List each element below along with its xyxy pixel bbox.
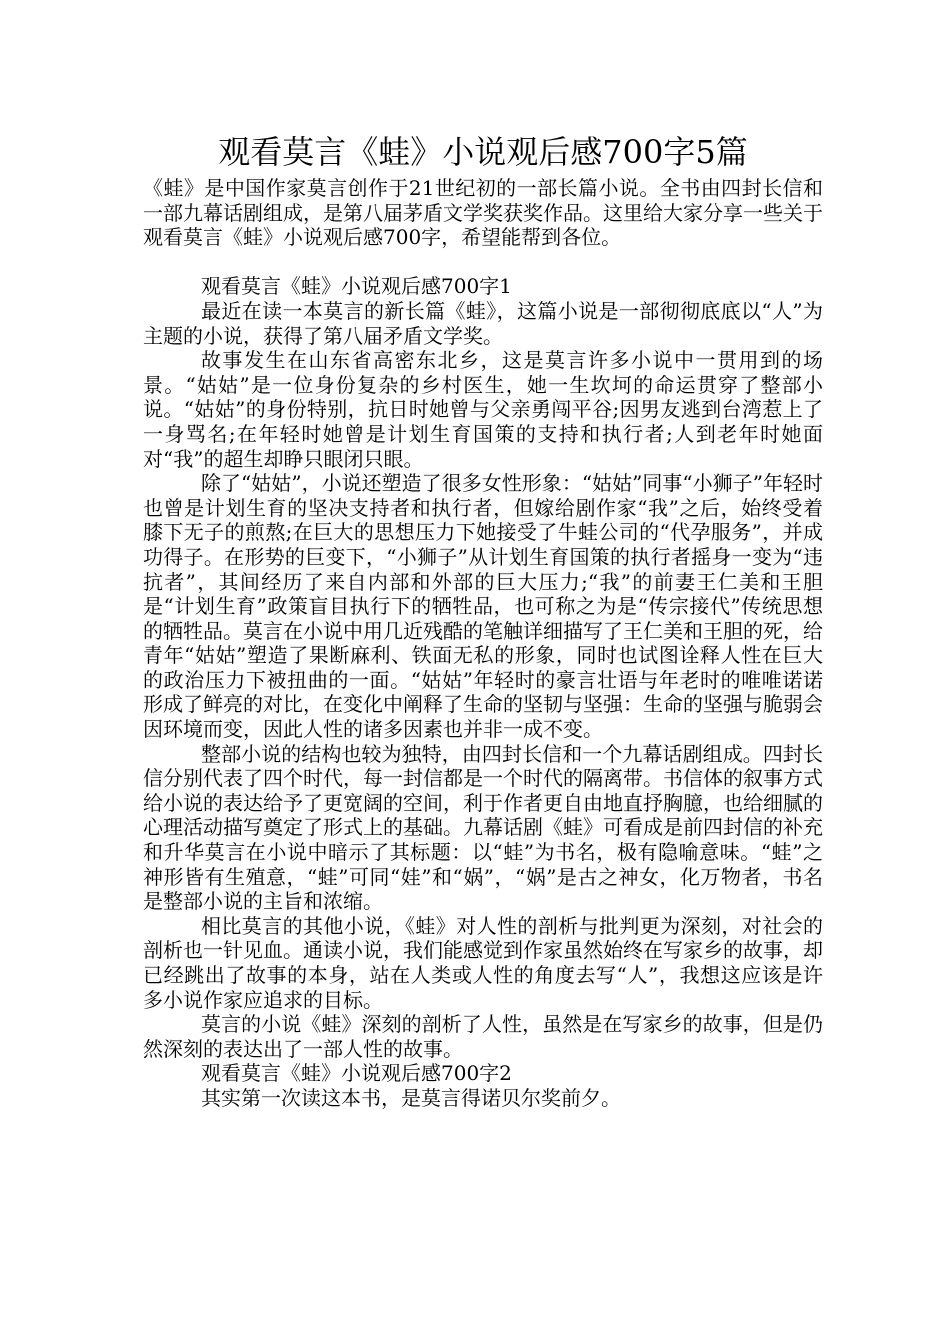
body-paragraph: 最近在读一本莫言的新长篇《蛙》，这篇小说是一部彻彻底底以“人”为主题的小说，获得了第八届矛盾文学奖。 (143, 298, 823, 348)
body-paragraph: 整部小说的结构也较为独特，由四封长信和一个九幕话剧组成。四封长信分别代表了四个时代，每一封信都是一个时代的隔离带。书信体的叙事方式给小说的表达给予了更宽阔的空间，利于作者更自由地直抒胸臆，也给细腻的心理活动描写奠定了形式上的基础。九幕话剧《蛙》可看成是前四封信的补充和升华莫言在小说中暗示了其标题：以“蛙”为书名，极有隐喻意味。“蛙”之神形皆有生殖意，“蛙”可同“娃”和“娲”，“娲”是古之神女，化万物者，书名是整部小说的主旨和浓缩。 (143, 741, 823, 914)
body-paragraph: 除了“姑姑”，小说还塑造了很多女性形象：“姑姑”同事“小狮子”年轻时也曾是计划生育的坚决支持者和执行者，但嫁给剧作家“我”之后，始终受着膝下无子的煎熬;在巨大的思想压力下她接受了牛蛙公司的“代孕服务”，并成功得子。在形势的巨变下，“小狮子”从计划生育国策的执行者摇身一变为“违抗者”，其间经历了来自内部和外部的巨大压力;“我”的前妻王仁美和王胆是“计划生育”政策盲目执行下的牺牲品，也可称之为是“传宗接代”传统思想的牺牲品。莫言在小说中用几近残酷的笔触详细描写了王仁美和王胆的死，给青年“姑姑”塑造了果断麻利、铁面无私的形象，同时也试图诠释人性在巨大的政治压力下被扭曲的一面。“姑姑”年轻时的豪言壮语与年老时的唯唯诺诺形成了鲜亮的对比，在变化中阐释了生命的坚韧与坚强：生命的坚强与脆弱会因环境而变，因此人性的诸多因素也并非一成不变。 (143, 471, 823, 742)
body-paragraph: 莫言的小说《蛙》深刻的剖析了人性，虽然是在写家乡的故事，但是仍然深刻的表达出了一部人性的故事。 (143, 1012, 823, 1061)
intro-paragraph: 《蛙》是中国作家莫言创作于21世纪初的一部长篇小说。全书由四封长信和一部九幕话剧组成，是第八届茅盾文学奖获奖作品。这里给大家分享一些关于观看莫言《蛙》小说观后感700字，希望能帮到各位。 (143, 176, 823, 250)
body-paragraph: 相比莫言的其他小说，《蛙》对人性的剖析与批判更为深刻，对社会的剖析也一针见血。通读小说，我们能感觉到作家虽然始终在写家乡的故事，却已经跳出了故事的本身，站在人类或人性的角度去写“人”，我想这应该是许多小说作家应追求的目标。 (143, 913, 823, 1012)
section-1-heading: 观看莫言《蛙》小说观后感700字1 (201, 274, 512, 299)
paragraph-gap (143, 250, 823, 275)
body-paragraph: 故事发生在山东省高密东北乡，这是莫言许多小说中一贯用到的场景。“姑姑”是一位身份复杂的乡村医生，她一生坎坷的命运贯穿了整部小说。“姑姑”的身份特别，抗日时她曾与父亲勇闯平谷;因男友逃到台湾惹上了一身骂名;在年轻时她曾是计划生育国策的支持和执行者;人到老年时她面对“我”的超生却睁只眼闭只眼。 (143, 348, 823, 471)
document-page (143, 128, 823, 1111)
section-2-heading: 观看莫言《蛙》小说观后感700字2 (201, 1061, 512, 1086)
body-paragraph: 其实第一次读这本书，是莫言得诺贝尔奖前夕。 (201, 1085, 621, 1110)
document-title: 观看莫言《蛙》小说观后感700字5篇 (218, 133, 748, 171)
